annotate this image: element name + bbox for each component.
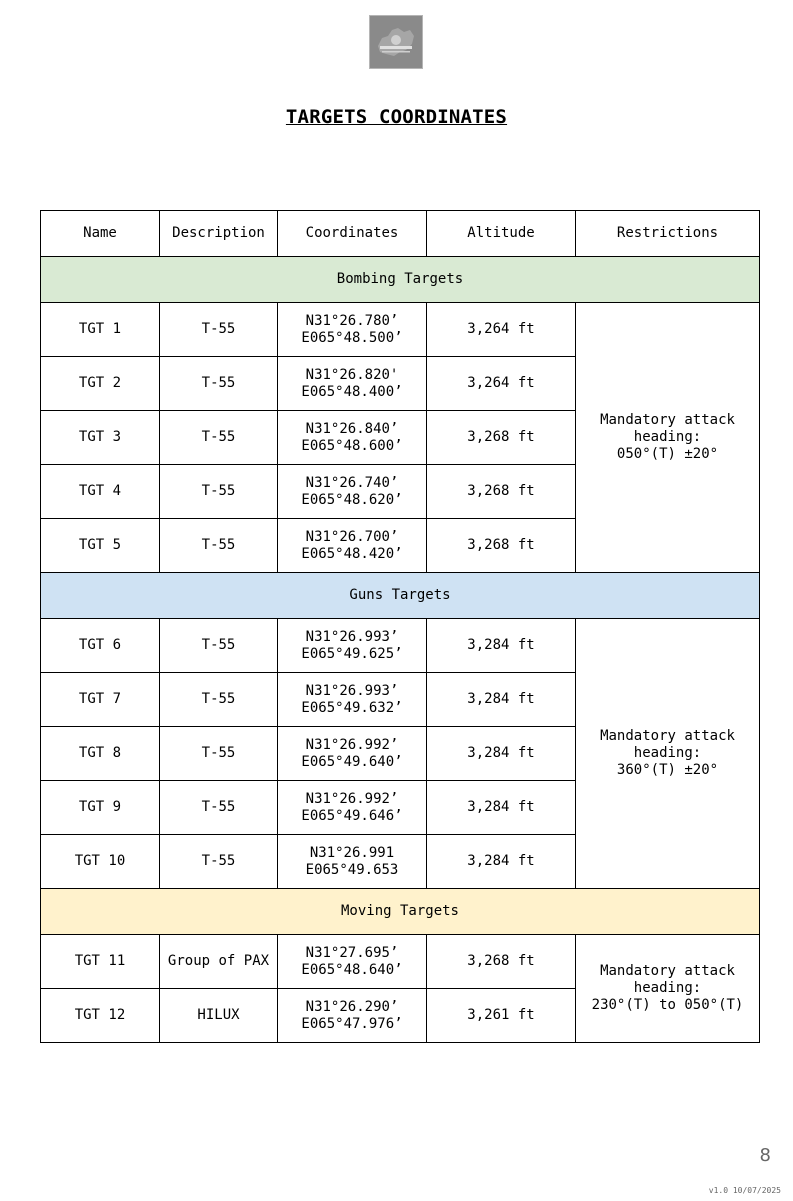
section-row (41, 573, 760, 619)
target-description: T-55 (160, 411, 278, 465)
restriction-line: heading: (633, 745, 702, 761)
column-header: Description (160, 211, 278, 257)
target-description: T-55 (160, 727, 278, 781)
restriction-line: heading: (633, 980, 702, 996)
section-row (41, 889, 760, 935)
table-row (41, 619, 760, 673)
target-description: T-55 (160, 835, 278, 889)
target-coordinates (278, 989, 427, 1043)
page-title: TARGETS COORDINATES (285, 106, 508, 128)
longitude: E065°47.976’ (301, 1015, 403, 1032)
longitude: E065°49.646’ (301, 807, 403, 824)
latitude: N31°26.991 (309, 844, 395, 861)
target-description: T-55 (160, 781, 278, 835)
longitude: E065°49.653 (305, 861, 399, 878)
target-altitude: 3,268 ft (427, 465, 576, 519)
target-name: TGT 10 (41, 835, 160, 889)
target-description: T-55 (160, 303, 278, 357)
target-coordinates (278, 935, 427, 989)
latitude: N31°26.820' (305, 366, 399, 383)
restriction-line: 230°(T) to 050°(T) (591, 997, 744, 1013)
target-altitude: 3,284 ft (427, 673, 576, 727)
restriction-cell (576, 619, 760, 889)
table-header-row (41, 211, 760, 257)
target-coordinates (278, 411, 427, 465)
latitude: N31°26.700’ (305, 528, 399, 545)
target-coordinates (278, 465, 427, 519)
restriction-line: Mandatory attack (600, 728, 735, 744)
table-row (41, 303, 760, 357)
longitude: E065°48.620’ (301, 491, 403, 508)
column-header: Coordinates (278, 211, 427, 257)
column-header: Restrictions (576, 211, 760, 257)
target-name: TGT 6 (41, 619, 160, 673)
map-emblem-icon (370, 16, 422, 68)
latitude: N31°26.290’ (305, 998, 399, 1015)
target-coordinates (278, 619, 427, 673)
section-label: Moving Targets (41, 889, 760, 935)
column-header: Altitude (427, 211, 576, 257)
target-name: TGT 7 (41, 673, 160, 727)
target-altitude: 3,261 ft (427, 989, 576, 1043)
latitude: N31°26.840’ (305, 420, 399, 437)
latitude: N31°27.695’ (305, 944, 399, 961)
longitude: E065°48.420’ (301, 545, 403, 562)
target-description: T-55 (160, 619, 278, 673)
section-label: Bombing Targets (41, 257, 760, 303)
target-description: T-55 (160, 519, 278, 573)
target-name: TGT 1 (41, 303, 160, 357)
restriction-line: heading: (633, 429, 702, 445)
longitude: E065°49.625’ (301, 645, 403, 662)
table-row (41, 935, 760, 989)
target-description: Group of PAX (160, 935, 278, 989)
target-altitude: 3,284 ft (427, 835, 576, 889)
target-name: TGT 4 (41, 465, 160, 519)
version-label: v1.0 10/07/2025 (708, 1186, 781, 1195)
target-description: T-55 (160, 357, 278, 411)
target-coordinates (278, 781, 427, 835)
restriction-cell (576, 303, 760, 573)
target-altitude: 3,284 ft (427, 619, 576, 673)
target-description: T-55 (160, 465, 278, 519)
target-description: T-55 (160, 673, 278, 727)
target-name: TGT 8 (41, 727, 160, 781)
latitude: N31°26.993’ (305, 682, 399, 699)
longitude: E065°48.600’ (301, 437, 403, 454)
longitude: E065°49.640’ (301, 753, 403, 770)
target-coordinates (278, 727, 427, 781)
targets-table (40, 210, 760, 1043)
target-altitude: 3,284 ft (427, 781, 576, 835)
target-altitude: 3,264 ft (427, 303, 576, 357)
restriction-line: 360°(T) ±20° (616, 762, 719, 778)
target-coordinates (278, 357, 427, 411)
latitude: N31°26.780’ (305, 312, 399, 329)
target-altitude: 3,284 ft (427, 727, 576, 781)
latitude: N31°26.993’ (305, 628, 399, 645)
target-description: HILUX (160, 989, 278, 1043)
section-row (41, 257, 760, 303)
target-coordinates (278, 835, 427, 889)
section-label: Guns Targets (41, 573, 760, 619)
restriction-cell (576, 935, 760, 1043)
target-coordinates (278, 519, 427, 573)
target-altitude: 3,264 ft (427, 357, 576, 411)
longitude: E065°49.632’ (301, 699, 403, 716)
page-number: 8 (759, 1145, 771, 1166)
logo-emblem (369, 15, 423, 69)
target-coordinates (278, 303, 427, 357)
column-header: Name (41, 211, 160, 257)
latitude: N31°26.992’ (305, 736, 399, 753)
longitude: E065°48.500’ (301, 329, 403, 346)
target-name: TGT 3 (41, 411, 160, 465)
target-name: TGT 5 (41, 519, 160, 573)
target-name: TGT 11 (41, 935, 160, 989)
target-coordinates (278, 673, 427, 727)
target-name: TGT 12 (41, 989, 160, 1043)
target-altitude: 3,268 ft (427, 935, 576, 989)
longitude: E065°48.640’ (301, 961, 403, 978)
restriction-line: 050°(T) ±20° (616, 446, 719, 462)
target-altitude: 3,268 ft (427, 411, 576, 465)
latitude: N31°26.740’ (305, 474, 399, 491)
target-altitude: 3,268 ft (427, 519, 576, 573)
longitude: E065°48.400’ (301, 383, 403, 400)
target-name: TGT 2 (41, 357, 160, 411)
target-name: TGT 9 (41, 781, 160, 835)
restriction-line: Mandatory attack (600, 412, 735, 428)
latitude: N31°26.992’ (305, 790, 399, 807)
restriction-line: Mandatory attack (600, 963, 735, 979)
